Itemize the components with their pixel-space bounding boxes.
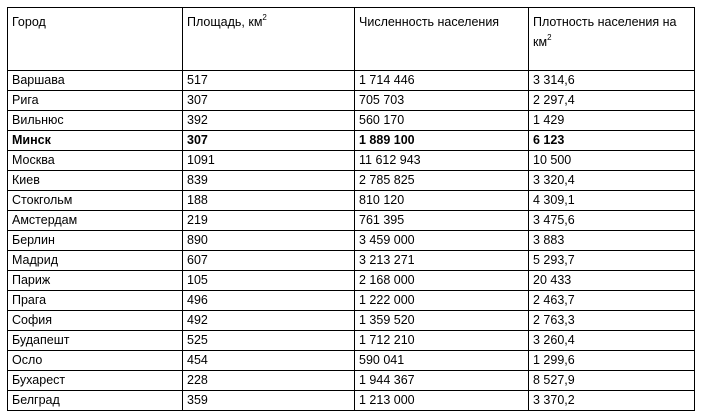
table-row <box>8 171 695 191</box>
cell-city: Берлин <box>8 231 183 251</box>
cell-city: Белград <box>8 391 183 411</box>
cell-city: Амстердам <box>8 211 183 231</box>
cell-area: 496 <box>183 291 355 311</box>
cell-density: 1 429 <box>529 111 695 131</box>
cell-city: Варшава <box>8 71 183 91</box>
cell-area: 839 <box>183 171 355 191</box>
cell-density: 3 320,4 <box>529 171 695 191</box>
cell-population: 1 712 210 <box>355 331 529 351</box>
cell-area: 517 <box>183 71 355 91</box>
cell-city: Рига <box>8 91 183 111</box>
table-row <box>8 311 695 331</box>
table-row <box>8 131 695 151</box>
cell-city: Минск <box>8 131 183 151</box>
cell-density: 4 309,1 <box>529 191 695 211</box>
cell-area: 188 <box>183 191 355 211</box>
table-row <box>8 91 695 111</box>
table-row <box>8 71 695 91</box>
cell-density: 3 314,6 <box>529 71 695 91</box>
cell-city: Осло <box>8 351 183 371</box>
cell-area: 359 <box>183 391 355 411</box>
cell-population: 2 168 000 <box>355 271 529 291</box>
table-row <box>8 291 695 311</box>
cell-population: 1 222 000 <box>355 291 529 311</box>
cell-density: 3 260,4 <box>529 331 695 351</box>
cell-city: Бухарест <box>8 371 183 391</box>
cell-density: 3 475,6 <box>529 211 695 231</box>
cell-population: 1 714 446 <box>355 71 529 91</box>
cell-density: 3 883 <box>529 231 695 251</box>
cell-density: 10 500 <box>529 151 695 171</box>
cell-population: 560 170 <box>355 111 529 131</box>
cell-population: 11 612 943 <box>355 151 529 171</box>
cell-population: 761 395 <box>355 211 529 231</box>
cell-population: 3 213 271 <box>355 251 529 271</box>
header-density: Плотность населения на $км^2$ <box>529 8 695 71</box>
cell-area: 392 <box>183 111 355 131</box>
table-row <box>8 391 695 411</box>
cell-density: 20 433 <box>529 271 695 291</box>
table-row <box>8 331 695 351</box>
cell-area: 307 <box>183 91 355 111</box>
cell-density: 2 463,7 <box>529 291 695 311</box>
cell-area: 219 <box>183 211 355 231</box>
cell-density: 8 527,9 <box>529 371 695 391</box>
cell-population: 1 889 100 <box>355 131 529 151</box>
cell-area: 525 <box>183 331 355 351</box>
cell-density: 5 293,7 <box>529 251 695 271</box>
table-row <box>8 151 695 171</box>
cell-area: 105 <box>183 271 355 291</box>
cell-population: 810 120 <box>355 191 529 211</box>
table-row <box>8 271 695 291</box>
cell-area: 607 <box>183 251 355 271</box>
cell-population: 1 359 520 <box>355 311 529 331</box>
cell-population: 1 213 000 <box>355 391 529 411</box>
cell-area: 307 <box>183 131 355 151</box>
table-row <box>8 371 695 391</box>
table-row <box>8 111 695 131</box>
table-row <box>8 351 695 371</box>
table-row <box>8 251 695 271</box>
cell-city: Москва <box>8 151 183 171</box>
cell-area: 454 <box>183 351 355 371</box>
cell-city: Будапешт <box>8 331 183 351</box>
table-row <box>8 231 695 251</box>
cell-density: 6 123 <box>529 131 695 151</box>
cell-density: 2 297,4 <box>529 91 695 111</box>
table-header-row <box>8 8 695 71</box>
cell-city: Мадрид <box>8 251 183 271</box>
header-city: Город <box>8 8 183 71</box>
cell-area: 492 <box>183 311 355 331</box>
cell-population: 2 785 825 <box>355 171 529 191</box>
cell-population: 3 459 000 <box>355 231 529 251</box>
cell-city: Париж <box>8 271 183 291</box>
cell-population: 705 703 <box>355 91 529 111</box>
cell-city: София <box>8 311 183 331</box>
cell-population: 1 944 367 <box>355 371 529 391</box>
cell-population: 590 041 <box>355 351 529 371</box>
header-area: Площадь, $км^2$ <box>183 8 355 71</box>
cell-density: 3 370,2 <box>529 391 695 411</box>
cell-city: Вильнюс <box>8 111 183 131</box>
header-population: Численность населения <box>355 8 529 71</box>
cell-density: 1 299,6 <box>529 351 695 371</box>
table-row <box>8 191 695 211</box>
cell-city: Стокгольм <box>8 191 183 211</box>
cell-density: 2 763,3 <box>529 311 695 331</box>
cell-city: Прага <box>8 291 183 311</box>
cell-city: Киев <box>8 171 183 191</box>
city-stats-table <box>7 7 695 411</box>
table-row <box>8 211 695 231</box>
cell-area: 228 <box>183 371 355 391</box>
cell-area: 1091 <box>183 151 355 171</box>
cell-area: 890 <box>183 231 355 251</box>
